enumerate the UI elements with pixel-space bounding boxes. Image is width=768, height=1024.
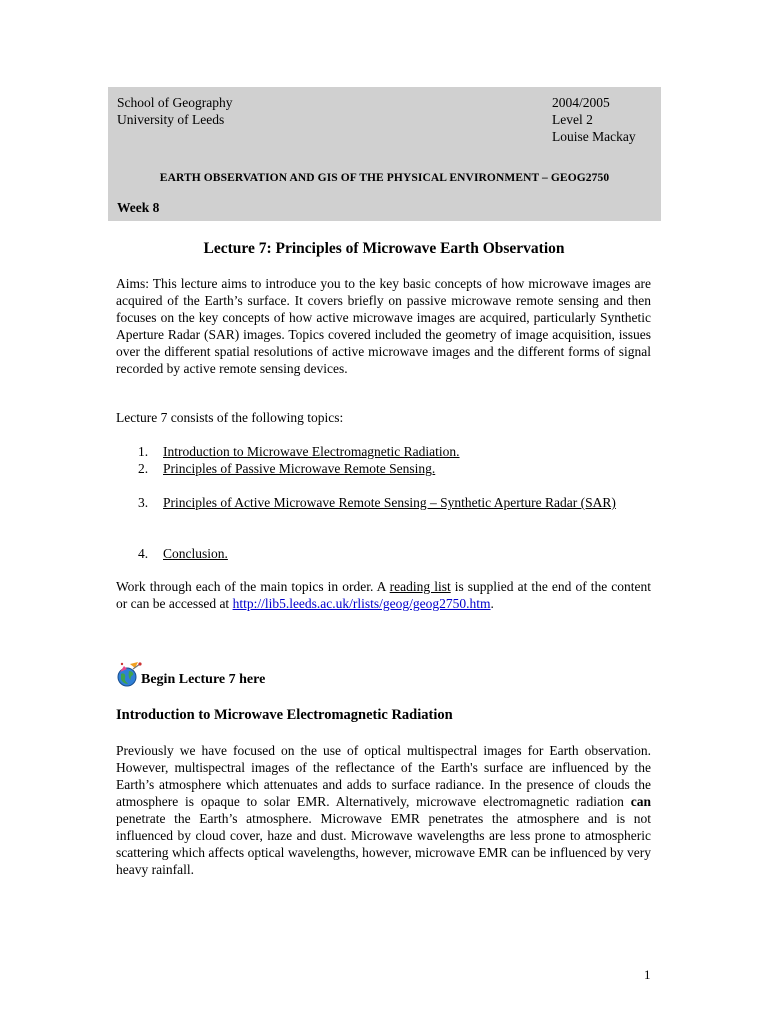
reading-list-link[interactable]: reading list xyxy=(389,579,451,594)
topic-number: 1. xyxy=(138,444,149,459)
intro-paragraph-text: penetrate the Earth’s atmosphere. Microwave EMR penetrates the atmosphere and is not influenced by cloud cover, haze and dust. Microwave wavelengths are less prone to atmospheric scattering which affects optical wavelengths, however, microwave EMR can be influenced by very heavy rainfall. xyxy=(116,811,651,877)
intro-paragraph-text: Previously we have focused on the use of optical multispectral images for Earth observation. However, multispectral images of the reflectance of the Earth's surface are influenced by the Earth’s atmosphere which attenuates and adds to surface radiance. In the presence of clouds the atmosphere is opaque to solar EMR. Alternatively, microwave electromagnetic radiation xyxy=(116,743,651,809)
topics-intro: Lecture 7 consists of the following topics: xyxy=(116,410,344,425)
work-through-text: is supplied at the end of the content or can be accessed at xyxy=(116,579,651,611)
work-through-paragraph xyxy=(116,578,651,612)
work-through-text: Work through each of the main topics in order. A xyxy=(116,579,390,594)
academic-year: 2004/2005 xyxy=(552,95,610,110)
header-left xyxy=(117,94,232,128)
week-label: Week 8 xyxy=(117,200,160,215)
reading-list-url-link[interactable]: http://lib5.leeds.ac.uk/rlists/geog/geog2750.htm xyxy=(232,596,491,611)
work-through-text: . xyxy=(490,596,494,611)
lecture-title: Lecture 7: Principles of Microwave Earth Observation xyxy=(203,240,565,257)
level: Level 2 xyxy=(552,112,593,127)
intro-paragraph-bold: can xyxy=(630,794,651,809)
topic-number: 4. xyxy=(138,546,149,561)
globe-icon xyxy=(116,660,144,688)
author: Louise Mackay xyxy=(552,129,636,144)
topic-number: 2. xyxy=(138,461,149,476)
topic-link[interactable]: Principles of Passive Microwave Remote Sensing. xyxy=(163,461,436,476)
topic-number: 3. xyxy=(138,495,149,510)
aims-paragraph: Aims: This lecture aims to introduce you to the key basic concepts of how microwave images are acquired of the Earth’s surface. It covers briefly on passive microwave remote sensing and then focuses on the key concepts of how active microwave images are acquired, particularly Synthetic Aperture Radar (SAR) images. Topics covered included the geometry of image acquisition, issues over the different spatial resolutions of active microwave images and the different forms of signal recorded by active remote sensing devices. xyxy=(116,276,651,376)
topic-link[interactable]: Introduction to Microwave Electromagnetic Radiation. xyxy=(163,444,460,459)
begin-lecture-label: Begin Lecture 7 here xyxy=(141,672,266,687)
course-title: EARTH OBSERVATION AND GIS OF THE PHYSICAL ENVIRONMENT – GEOG2750 xyxy=(159,172,610,184)
section-heading: Introduction to Microwave Electromagnetic Radiation xyxy=(116,707,453,723)
header-box xyxy=(108,87,661,221)
topic-link[interactable]: Principles of Active Microwave Remote Sensing – Synthetic Aperture Radar (SAR) xyxy=(163,495,616,510)
university-name: University of Leeds xyxy=(117,112,225,127)
page-number: 1 xyxy=(644,967,651,982)
intro-paragraph xyxy=(116,742,651,878)
header-right xyxy=(552,94,636,145)
school-name: School of Geography xyxy=(117,95,233,110)
topic-link[interactable]: Conclusion. xyxy=(163,546,228,561)
